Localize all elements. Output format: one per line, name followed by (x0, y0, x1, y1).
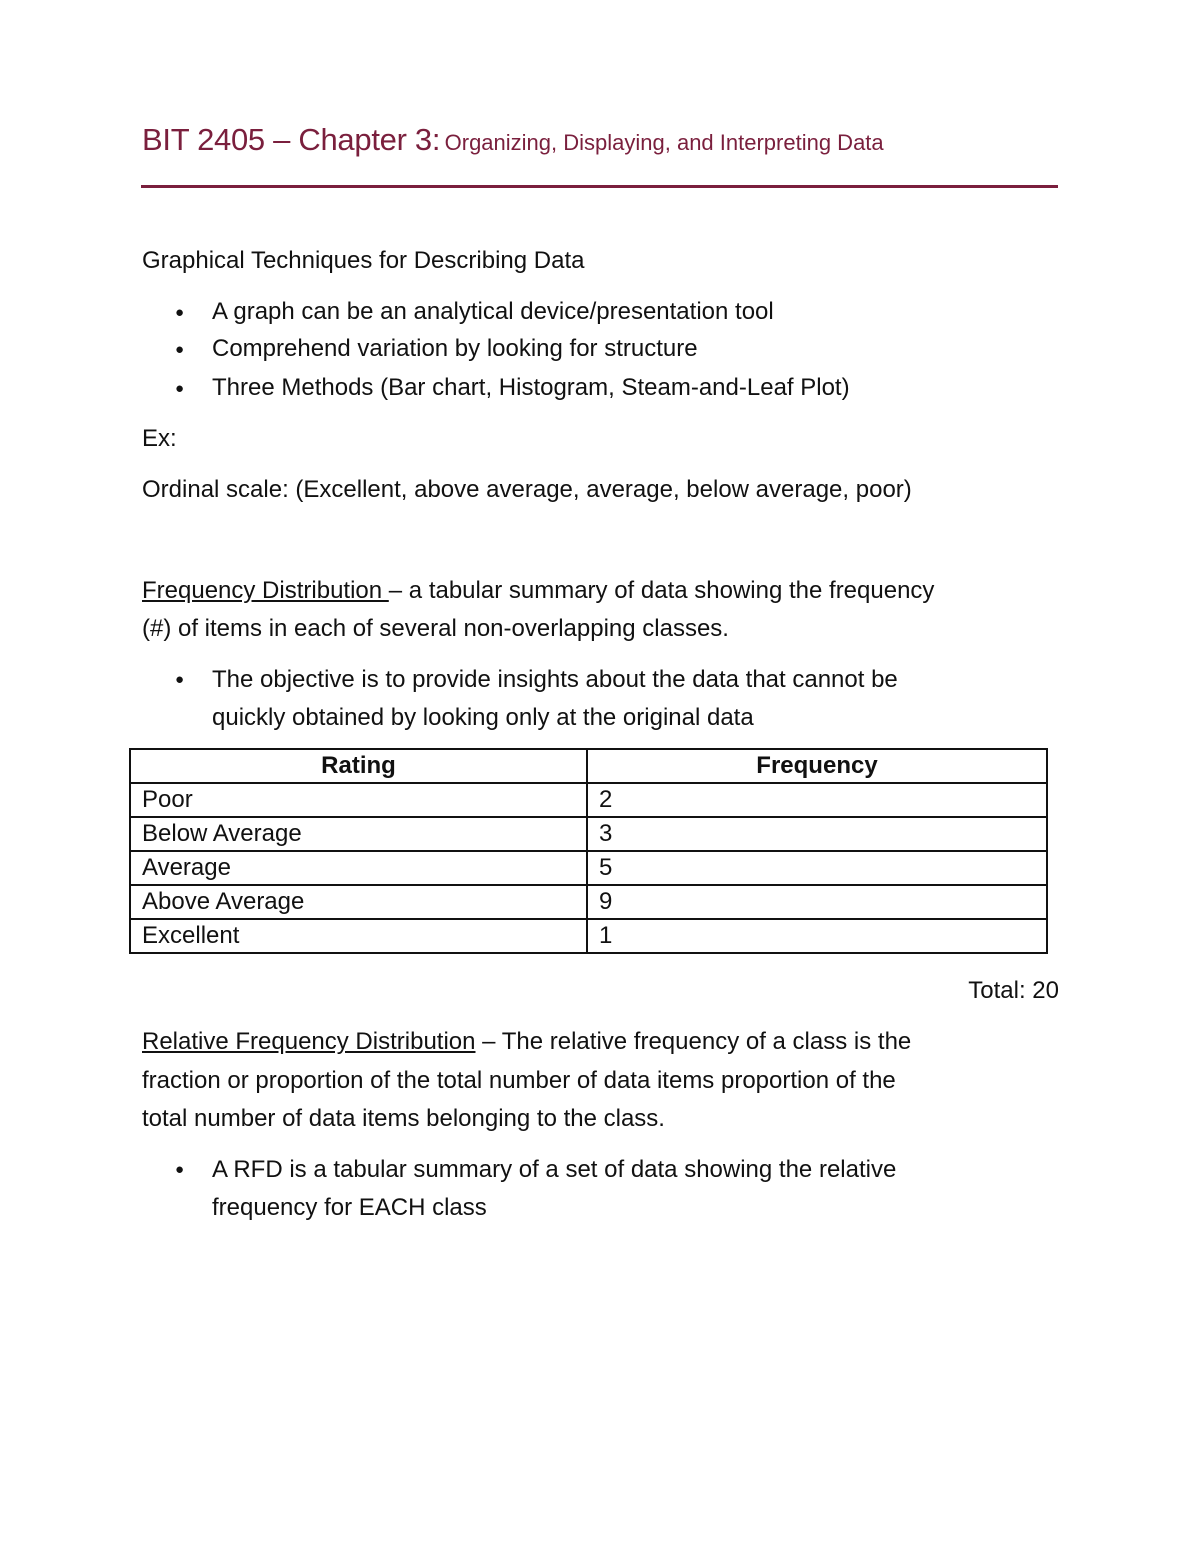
definition-text: fraction or proportion of the total number of data items proportion of the (142, 1067, 896, 1094)
rating-cell: Below Average (130, 817, 587, 851)
relative-frequency-term: Relative Frequency Distribution (142, 1028, 476, 1055)
title-divider (141, 185, 1058, 188)
example-label: Ex: (142, 425, 177, 452)
rating-cell: Excellent (130, 919, 587, 953)
bullet-icon: ● (175, 1161, 185, 1178)
table-row (130, 817, 1047, 851)
frequency-distribution-definition (142, 572, 934, 610)
frequency-cell: 1 (587, 919, 1047, 953)
frequency-distribution-term: Frequency Distribution (142, 577, 389, 604)
title-subtitle: Organizing, Displaying, and Interpreting Data (444, 130, 884, 155)
table-row (130, 851, 1047, 885)
frequency-table (129, 748, 1048, 954)
table-row (130, 919, 1047, 953)
table-header-row (130, 749, 1047, 783)
table-row (130, 783, 1047, 817)
table-total: Total: 20 (968, 977, 1059, 1004)
bullet-icon: ● (175, 671, 185, 688)
frequency-cell: 2 (587, 783, 1047, 817)
list-item: The objective is to provide insights about the data that cannot be (212, 666, 898, 693)
definition-text: – The relative frequency of a class is the (475, 1028, 912, 1055)
list-item: A graph can be an analytical device/presentation tool (212, 298, 774, 325)
table-row (130, 885, 1047, 919)
rating-cell: Poor (130, 783, 587, 817)
frequency-cell: 5 (587, 851, 1047, 885)
definition-text: total number of data items belonging to the class. (142, 1105, 665, 1132)
page-title (142, 122, 1092, 158)
list-item: Three Methods (Bar chart, Histogram, Steam-and-Leaf Plot) (212, 374, 850, 401)
relative-frequency-definition (142, 1023, 911, 1061)
list-item: Comprehend variation by looking for structure (212, 335, 698, 362)
title-main: BIT 2405 – Chapter 3: (142, 122, 441, 157)
frequency-cell: 3 (587, 817, 1047, 851)
rating-cell: Above Average (130, 885, 587, 919)
definition-text: (#) of items in each of several non-overlapping classes. (142, 615, 729, 642)
list-item-continuation: frequency for EACH class (212, 1194, 487, 1221)
header-rating: Rating (130, 749, 587, 783)
bullet-icon: ● (175, 304, 185, 321)
section-heading: Graphical Techniques for Describing Data (142, 247, 585, 274)
rating-cell: Average (130, 851, 587, 885)
bullet-icon: ● (175, 341, 185, 358)
list-item-continuation: quickly obtained by looking only at the original data (212, 704, 754, 731)
header-frequency: Frequency (587, 749, 1047, 783)
ordinal-scale-line: Ordinal scale: (Excellent, above average, average, below average, poor) (142, 476, 912, 503)
definition-text: – a tabular summary of data showing the frequency (388, 577, 935, 604)
list-item: A RFD is a tabular summary of a set of data showing the relative (212, 1156, 897, 1183)
bullet-icon: ● (175, 380, 185, 397)
frequency-cell: 9 (587, 885, 1047, 919)
